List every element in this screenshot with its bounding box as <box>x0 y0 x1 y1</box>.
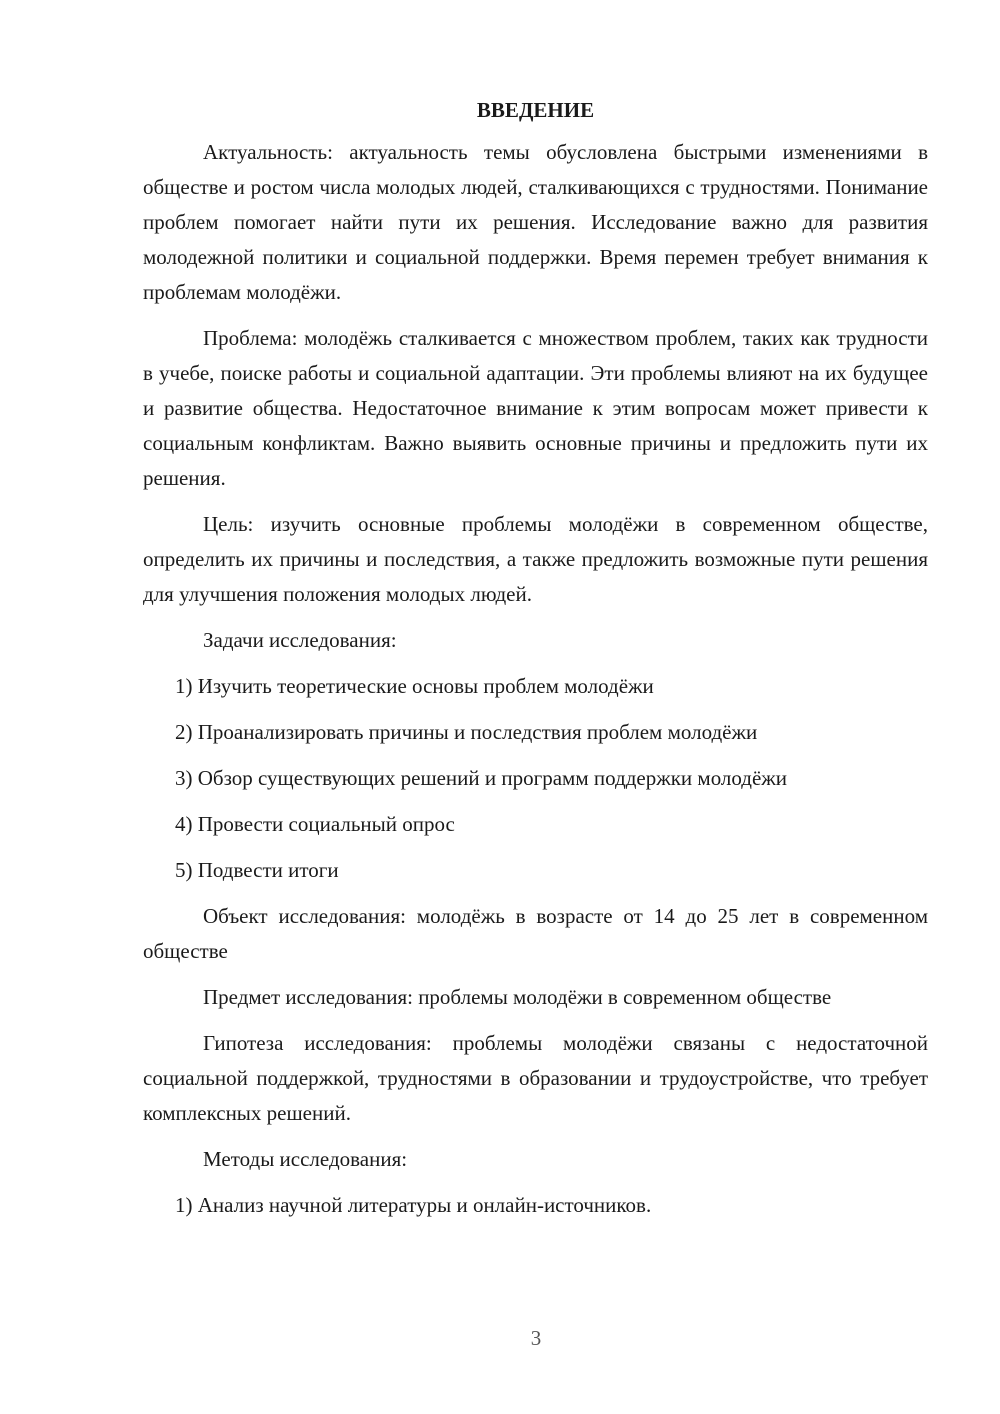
tasks-label: Задачи исследования: <box>203 628 397 652</box>
methods-list <box>143 1188 928 1223</box>
paragraph-object: Объект исследования: молодёжь в возрасте от 14 до 25 лет в современном обществе <box>143 904 928 963</box>
paragraph-hypothesis: Гипотеза исследования: проблемы молодёжи связаны с недостаточной социальной поддержкой, трудностями в образовании и трудоустройстве, что требует комплексных решений. <box>143 1031 928 1125</box>
page-content <box>143 93 928 1234</box>
list-item-method-1: 1) Анализ научной литературы и онлайн-источников. <box>175 1193 652 1217</box>
paragraph-goal: Цель: изучить основные проблемы молодёжи в современном обществе, определить их причины и последствия, а также предложить возможные пути решения для улучшения положения молодых людей. <box>143 512 928 606</box>
list-item-task-2: 2) Проанализировать причины и последствия проблем молодёжи <box>175 720 758 744</box>
list-item-task-1: 1) Изучить теоретические основы проблем молодёжи <box>175 674 654 698</box>
methods-label: Методы исследования: <box>203 1147 408 1171</box>
page-number: 3 <box>530 1326 542 1350</box>
list-item-task-5: 5) Подвести итоги <box>175 858 339 882</box>
paragraph-subject: Предмет исследования: проблемы молодёжи в современном обществе <box>203 985 832 1009</box>
page-title: ВВЕДЕНИЕ <box>476 98 595 122</box>
tasks-list <box>143 669 928 888</box>
list-item-task-4: 4) Провести социальный опрос <box>175 812 455 836</box>
paragraph-problem: Проблема: молодёжь сталкивается с множеством проблем, таких как трудности в учебе, поиске работы и социальной адаптации. Эти проблемы влияют на их будущее и развитие общества. Недостаточное внимание к этим вопросам может привести к социальным конфликтам. Важно выявить основные причины и предложить пути их решения. <box>143 326 928 490</box>
list-item-task-3: 3) Обзор существующих решений и программ поддержки молодёжи <box>175 766 788 790</box>
paragraph-relevance: Актуальность: актуальность темы обусловлена быстрыми изменениями в обществе и ростом числа молодых людей, сталкивающихся с трудностями. Понимание проблем помогает найти пути их решения. Исследование важно для развития молодежной политики и социальной поддержки. Время перемен требует внимания к проблемам молодёжи. <box>143 140 928 304</box>
